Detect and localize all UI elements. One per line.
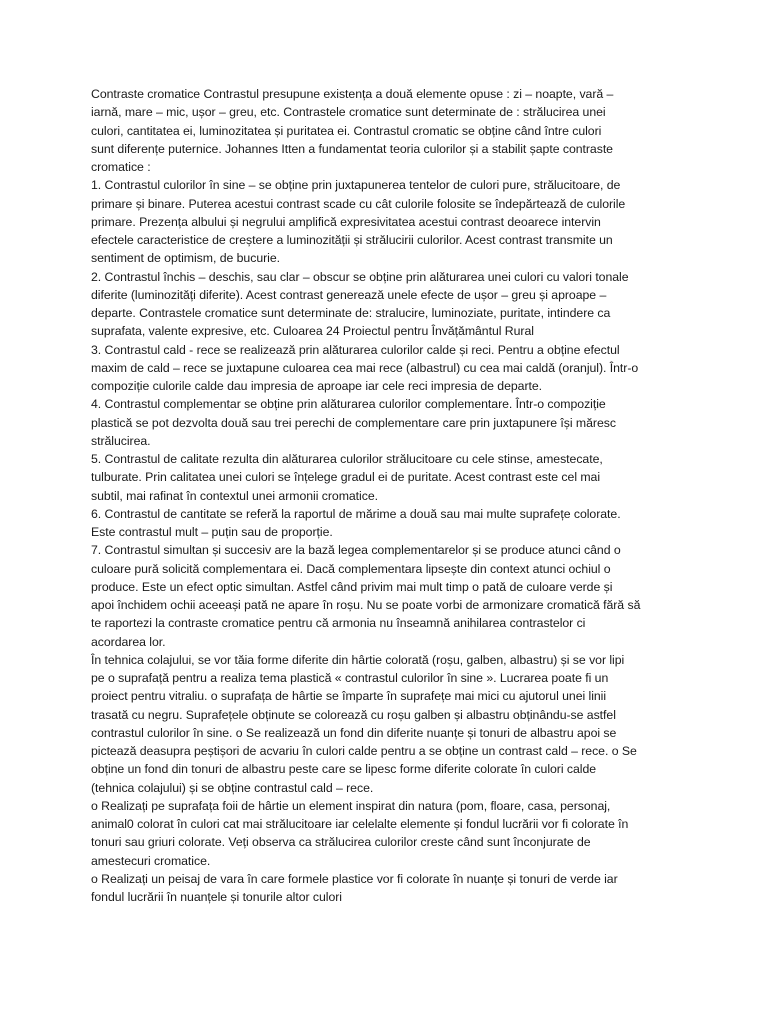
text-line: pe o suprafață pentru a realiza tema plastică « contrastul culorilor în sine ». Lucrarea poate fi un — [91, 671, 609, 685]
text-line: fondul lucrării în nuanțele și tonurile altor culori — [91, 890, 342, 904]
text-line: 3. Contrastul cald - rece se realizează prin alăturarea culorilor calde și reci. Pentru a obține efectul — [91, 342, 620, 357]
text-line: strălucirea. — [91, 433, 151, 448]
text-line: animal0 colorat în culori cat mai strălucitoare iar celelalte elemente și fondul lucrării vor fi colorate în — [91, 817, 629, 831]
text-line: maxim de cald – rece se juxtapune culoarea cea mai rece (albastrul) cu cea mai caldă (oranjul). Într-o — [91, 360, 639, 375]
text-line: proiect pentru vitraliu. o suprafața de hârtie se împarte în suprafețe mai mici cu ajutorul unei linii — [91, 689, 607, 704]
text-line: obține un fond din tonuri de albastru peste care se lipesc forme diferite colorate în culori calde — [91, 762, 597, 777]
text-line: diferite (luminozități diferite). Acest contrast generează unele efecte de ușor – greu și aproape – — [91, 287, 607, 302]
text-line: subtil, mai rafinat în contextul unei armonii cromatice. — [91, 488, 378, 503]
text-line: 7. Contrastul simultan și succesiv are la bază legea complementarelor și se produce atunci când o — [91, 543, 621, 558]
text-line: cromatice : — [91, 160, 151, 174]
text-line: 1. Contrastul culorilor în sine – se obține prin juxtapunerea tentelor de culori pure, strălucitoare, de — [91, 178, 621, 193]
text-line: sunt diferențe puternice. Johannes Itten a fundamentat teoria culorilor și a stabilit șapte contraste — [91, 141, 613, 156]
text-line: primare și binare. Puterea acestui contrast scade cu cât culorile folosite se îndepărtează de culorile — [91, 196, 626, 211]
text-line: trasată cu negru. Suprafețele obținute se colorează cu roșu galben și albastru obținându-se astfel — [91, 707, 616, 722]
text-line: pictează deasupra peștișori de acvariu în culori calde pentru a se obține un contrast cald – rece. o Se — [91, 744, 637, 758]
text-line: Contraste cromatice Contrastul presupune existența a două elemente opuse : zi – noapte, vară – — [91, 87, 614, 101]
text-line: primare. Prezența albului și negrului amplifică expresivitatea acestui contrast deoarece intervin — [91, 214, 601, 229]
text-line: amestecuri cromatice. — [91, 853, 211, 868]
text-line: În tehnica colajului, se vor tăia forme diferite din hârtie colorată (roșu, galben, albastru) și se vor lipi — [91, 652, 625, 667]
text-line: o Realizați un peisaj de vara în care formele plastice vor fi colorate în nuanțe și tonuri de verde iar — [91, 871, 618, 886]
text-line: 4. Contrastul complementar se obține prin alăturarea culorilor complementare. Într-o compoziție — [91, 397, 606, 412]
text-line: culoare pură solicită complementara ei. Dacă complementara lipsește din context atunci ochiul o — [91, 561, 611, 576]
text-line: suprafata, valente expresive, etc. Culoarea 24 Proiectul pentru Învățământul Rural — [91, 324, 534, 339]
text-line: (tehnica colajului) și se obține contrastul cald – rece. — [91, 780, 374, 795]
document-body — [91, 85, 687, 906]
text-line: iarnă, mare – mic, ușor – greu, etc. Contrastele cromatice sunt determinate de : strălucirea unei — [91, 105, 606, 120]
text-line: 6. Contrastul de cantitate se referă la raportul de mărime a două sau mai multe suprafețe colorate. — [91, 506, 621, 521]
text-line: tulburate. Prin calitatea unei culori se înțelege gradul ei de puritate. Acest contrast este cel mai — [91, 470, 601, 485]
text-line: o Realizați pe suprafața foii de hârtie un element inspirat din natura (pom, floare, casa, personaj, — [91, 798, 611, 813]
text-line: Este contrastul mult – puțin sau de proporție. — [91, 525, 333, 539]
text-line: efectele caracteristice de creștere a luminozității și strălucirii culorilor. Acest contrast transmite un — [91, 233, 613, 247]
text-line: 5. Contrastul de calitate rezulta din alăturarea culorilor strălucitoare cu cele stinse, amestecate, — [91, 452, 603, 466]
text-line: culori, cantitatea ei, luminozitatea și puritatea ei. Contrastul cromatic se obține când între culori — [91, 123, 602, 138]
text-line: sentiment de optimism, de bucurie. — [91, 251, 280, 266]
text-line: produce. Este un efect optic simultan. Astfel când privim mai mult timp o pată de culoare verde și — [91, 579, 613, 594]
text-line: te raportezi la contraste cromatice pentru că armonia nu înseamnă anihilarea contrastelor ci — [91, 616, 586, 631]
text-line: apoi închidem ochii aceeași pată ne apare în roșu. Nu se poate vorbi de armonizare cromatică fără să — [91, 598, 641, 612]
text-line: 2. Contrastul închis – deschis, sau clar – obscur se obține prin alăturarea unei culori cu valori tonale — [91, 269, 629, 284]
text-line: departe. Contrastele cromatice sunt determinate de: stralucire, luminoziate, puritate, intindere ca — [91, 306, 611, 320]
text-line: contrastul culorilor în sine. o Se realizează un fond din diferite nuanțe și tonuri de albastru apoi se — [91, 725, 617, 740]
text-line: tonuri sau griuri colorate. Veți observa ca strălucirea culorilor creste când sunt înconjurate de — [91, 835, 591, 850]
text-line: compoziție culorile calde dau impresia de aproape iar cele reci impresia de departe. — [91, 379, 543, 393]
text-line: plastică se pot dezvolta două sau trei perechi de complementare care prin juxtapunere își măresc — [91, 415, 616, 430]
text-line: acordarea lor. — [91, 634, 166, 649]
